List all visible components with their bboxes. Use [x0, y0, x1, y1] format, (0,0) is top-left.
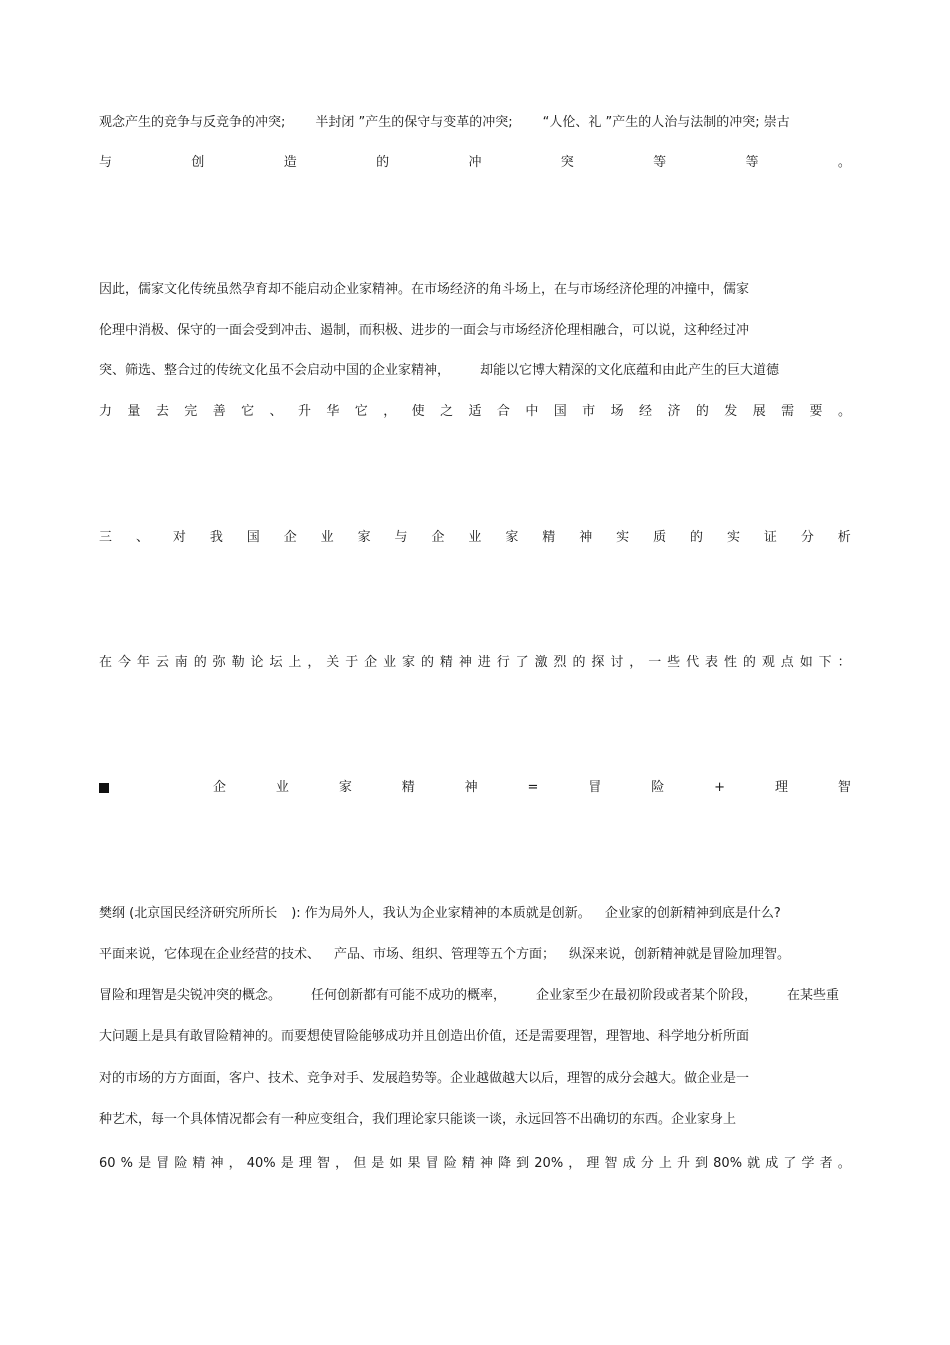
paragraph4-line1 — [99, 905, 851, 923]
paragraph4-line2 — [99, 946, 851, 964]
text-char: ： — [837, 655, 851, 670]
text-char: 成 — [622, 1156, 636, 1171]
text-char: 的 — [695, 404, 709, 419]
text-char: ， — [307, 655, 321, 670]
text-char: 年 — [136, 655, 150, 670]
text-run: 企业家至少在最初阶段或者某个阶段， — [536, 988, 758, 1003]
text-char: 冒 — [156, 1156, 170, 1171]
text-char: 一 — [648, 655, 662, 670]
text-char: 进 — [477, 655, 491, 670]
text-char: 展 — [752, 404, 766, 419]
text-char: 的 — [420, 655, 434, 670]
text-char: 冲 — [468, 155, 482, 170]
text-char: 要 — [809, 404, 823, 419]
text-char: 成 — [765, 1156, 779, 1171]
text-char: ， — [335, 1156, 349, 1171]
text-char: 突 — [560, 155, 574, 170]
text-char: 理 — [586, 1156, 600, 1171]
text-char: 于 — [345, 655, 359, 670]
text-char: 烈 — [553, 655, 567, 670]
text-char: 发 — [724, 404, 738, 419]
paragraph2-line2: 伦理中消极、保守的一面会受到冲击、遏制，而积极、进步的一面会与市场经济伦理相融合，可以说，这种经过冲 — [99, 323, 750, 338]
text-char: 证 — [763, 530, 777, 545]
text-run: 企业家的创新精神到底是什么? — [604, 906, 781, 921]
text-char: 适 — [468, 404, 482, 419]
text-char: 它 — [241, 404, 255, 419]
text-char: 需 — [781, 404, 795, 419]
text-char: 60 — [99, 1156, 116, 1171]
text-char: 智 — [837, 780, 851, 795]
text-char: 降 — [498, 1156, 512, 1171]
text-char: 之 — [440, 404, 454, 419]
text-run: ): 作为局外人，我认为企业家精神的本质就是创新。 — [291, 906, 591, 921]
text-char: 理 — [774, 780, 788, 795]
text-char: 分 — [800, 530, 814, 545]
text-char: 与 — [99, 155, 113, 170]
text-char: 济 — [667, 404, 681, 419]
text-char: 家 — [402, 655, 416, 670]
paragraph1-line1 — [99, 114, 851, 132]
text-char: 者 — [819, 1156, 833, 1171]
text-char: 的 — [376, 155, 390, 170]
text-char: 精 — [401, 780, 415, 795]
text-char: 上 — [288, 655, 302, 670]
text-char: 企 — [431, 530, 445, 545]
text-char: 的 — [690, 530, 704, 545]
text-char: 等 — [745, 155, 759, 170]
text-char: 勒 — [231, 655, 245, 670]
text-char: 企 — [213, 780, 227, 795]
text-char: 实 — [726, 530, 740, 545]
text-char: 在 — [99, 655, 113, 670]
text-char: 分 — [640, 1156, 654, 1171]
bullet-square-icon — [99, 783, 109, 793]
text-char: 下 — [818, 655, 832, 670]
text-char: ， — [568, 1156, 582, 1171]
text-char: 表 — [705, 655, 719, 670]
text-char: 神 — [479, 1156, 493, 1171]
text-char: 场 — [610, 404, 624, 419]
text-char: 创 — [191, 155, 205, 170]
text-run: 突、筛选、整合过的传统文化虽不会启动中国的企业家精神， — [99, 363, 451, 378]
text-char: 关 — [326, 655, 340, 670]
text-char: 升 — [297, 404, 311, 419]
section-heading — [99, 529, 851, 547]
text-char: 激 — [534, 655, 548, 670]
paragraph3-line1 — [99, 654, 851, 672]
paragraph1-line2 — [99, 154, 851, 172]
text-run: 纵深来说，创新精神就是冒险加理智。 — [569, 947, 791, 962]
text-char: 了 — [515, 655, 529, 670]
text-char: 今 — [117, 655, 131, 670]
text-char: % — [120, 1156, 133, 1171]
text-char: 善 — [212, 404, 226, 419]
text-char: 华 — [326, 404, 340, 419]
text-char: 行 — [496, 655, 510, 670]
text-char: 就 — [747, 1156, 761, 1171]
text-char: 精 — [439, 655, 453, 670]
text-char: 冒 — [425, 1156, 439, 1171]
text-run: 在某些重 — [787, 988, 840, 1003]
paragraph2-line4 — [99, 403, 851, 421]
text-char: ， — [383, 404, 397, 419]
text-run: 观念产生的竞争与反竞争的冲突; — [99, 115, 286, 130]
paragraph4-line3 — [99, 987, 851, 1005]
text-char: 险 — [651, 780, 665, 795]
text-char: 企 — [283, 530, 297, 545]
text-char: 讨 — [610, 655, 624, 670]
text-char: 40% — [246, 1156, 276, 1171]
text-char: 如 — [389, 1156, 403, 1171]
text-char: 弥 — [212, 655, 226, 670]
text-char: 合 — [496, 404, 510, 419]
text-char: 业 — [320, 530, 334, 545]
text-char: 业 — [383, 655, 397, 670]
text-run: 却能以它博大精深的文化底蕴和由此产生的巨大道德 — [480, 363, 780, 378]
text-char: 南 — [174, 655, 188, 670]
text-char: 精 — [542, 530, 556, 545]
text-char: 冒 — [588, 780, 602, 795]
text-char: 完 — [184, 404, 198, 419]
text-char: 家 — [505, 530, 519, 545]
text-char: 量 — [127, 404, 141, 419]
text-char: 智 — [604, 1156, 618, 1171]
text-run: 冒险和理智是尖锐冲突的概念。 — [99, 988, 282, 1003]
text-char: 性 — [723, 655, 737, 670]
text-char: 的 — [742, 655, 756, 670]
text-char: 精 — [192, 1156, 206, 1171]
text-char: 精 — [461, 1156, 475, 1171]
text-char: = — [527, 780, 539, 795]
text-char: 些 — [667, 655, 681, 670]
text-run: 平面来说，它体现在企业经营的技术、 — [99, 947, 321, 962]
text-char: 坛 — [269, 655, 283, 670]
paragraph4-line4: 大问题上是具有敢冒险精神的。而要想使冒险能够成功并且创造出价值，还是需要理智，理智地、科学地分析所面 — [99, 1029, 750, 1044]
text-char: 的 — [193, 655, 207, 670]
paragraph4-line6: 种艺术，每一个具体情况都会有一种应变组合，我们理论家只能谈一谈，永远回答不出确切的东西。企业家身上 — [99, 1112, 737, 1127]
paragraph2-line1: 因此，儒家文化传统虽然孕育却不能启动企业家精神。在市场经济的角斗场上，在与市场经济伦理的冲撞中，儒家 — [99, 282, 750, 297]
text-run: 半封闭 ”产生的保守与变革的冲突; — [315, 115, 513, 130]
text-run: “人伦、礼 ”产生的人治与法制的冲突; 崇古 — [542, 115, 790, 130]
text-char: 80% — [713, 1156, 743, 1171]
text-char: 、 — [269, 404, 283, 419]
text-char: 探 — [591, 655, 605, 670]
bullet-heading — [99, 779, 851, 797]
text-char: 到 — [516, 1156, 530, 1171]
text-char: 。 — [837, 155, 851, 170]
text-char: 20% — [534, 1156, 564, 1171]
text-char: 点 — [780, 655, 794, 670]
text-run: 任何创新都有可能不成功的概率， — [311, 988, 507, 1003]
text-char: 国 — [553, 404, 567, 419]
text-run: 产品、市场、组织、管理等五个方面； — [334, 947, 556, 962]
text-char: 的 — [572, 655, 586, 670]
text-char: 家 — [338, 780, 352, 795]
text-char: + — [714, 780, 726, 795]
text-char: 力 — [99, 404, 113, 419]
text-char: 国 — [246, 530, 260, 545]
text-char: 与 — [394, 530, 408, 545]
text-char: 是 — [371, 1156, 385, 1171]
text-char: ， — [228, 1156, 242, 1171]
text-char: 但 — [353, 1156, 367, 1171]
text-char: 果 — [407, 1156, 421, 1171]
text-char: 是 — [138, 1156, 152, 1171]
text-char: 神 — [210, 1156, 224, 1171]
text-char: 论 — [250, 655, 264, 670]
text-char: 市 — [582, 404, 596, 419]
text-char: 升 — [676, 1156, 690, 1171]
text-char: 神 — [579, 530, 593, 545]
text-char: 质 — [653, 530, 667, 545]
text-char: 三 — [99, 530, 113, 545]
text-char: 业 — [275, 780, 289, 795]
text-char: 等 — [653, 155, 667, 170]
text-char: 。 — [837, 1156, 851, 1171]
text-run: 樊纲 (北京国民经济研究所所长 — [99, 906, 278, 921]
text-char: 智 — [316, 1156, 330, 1171]
text-char: 。 — [837, 404, 851, 419]
text-char: 、 — [135, 530, 149, 545]
text-char: 了 — [783, 1156, 797, 1171]
text-char: 如 — [799, 655, 813, 670]
paragraph4-line7 — [99, 1155, 851, 1173]
text-char: 上 — [658, 1156, 672, 1171]
text-char: 企 — [364, 655, 378, 670]
text-char: 经 — [639, 404, 653, 419]
text-char: 对 — [172, 530, 186, 545]
paragraph4-line5: 对的市场的方方面面，客户、技术、竞争对手、发展趋势等。企业越做越大以后，理智的成分会越大。做企业是一 — [99, 1071, 750, 1086]
text-char: 我 — [209, 530, 223, 545]
paragraph2-line3 — [99, 362, 851, 380]
text-char: 析 — [837, 530, 851, 545]
text-char: 业 — [468, 530, 482, 545]
text-char: 险 — [174, 1156, 188, 1171]
text-char: 中 — [525, 404, 539, 419]
text-char: 神 — [464, 780, 478, 795]
bullet-heading-text — [213, 779, 851, 797]
text-char: 到 — [695, 1156, 709, 1171]
text-char: 家 — [357, 530, 371, 545]
text-char: 理 — [298, 1156, 312, 1171]
text-char: 去 — [155, 404, 169, 419]
text-char: 观 — [761, 655, 775, 670]
text-char: 它 — [354, 404, 368, 419]
text-char: 造 — [283, 155, 297, 170]
text-char: 云 — [155, 655, 169, 670]
text-char: 实 — [616, 530, 630, 545]
text-char: 险 — [443, 1156, 457, 1171]
text-char: 是 — [280, 1156, 294, 1171]
text-char: 学 — [801, 1156, 815, 1171]
text-char: 神 — [458, 655, 472, 670]
text-char: 代 — [686, 655, 700, 670]
text-char: ， — [629, 655, 643, 670]
text-char: 使 — [411, 404, 425, 419]
